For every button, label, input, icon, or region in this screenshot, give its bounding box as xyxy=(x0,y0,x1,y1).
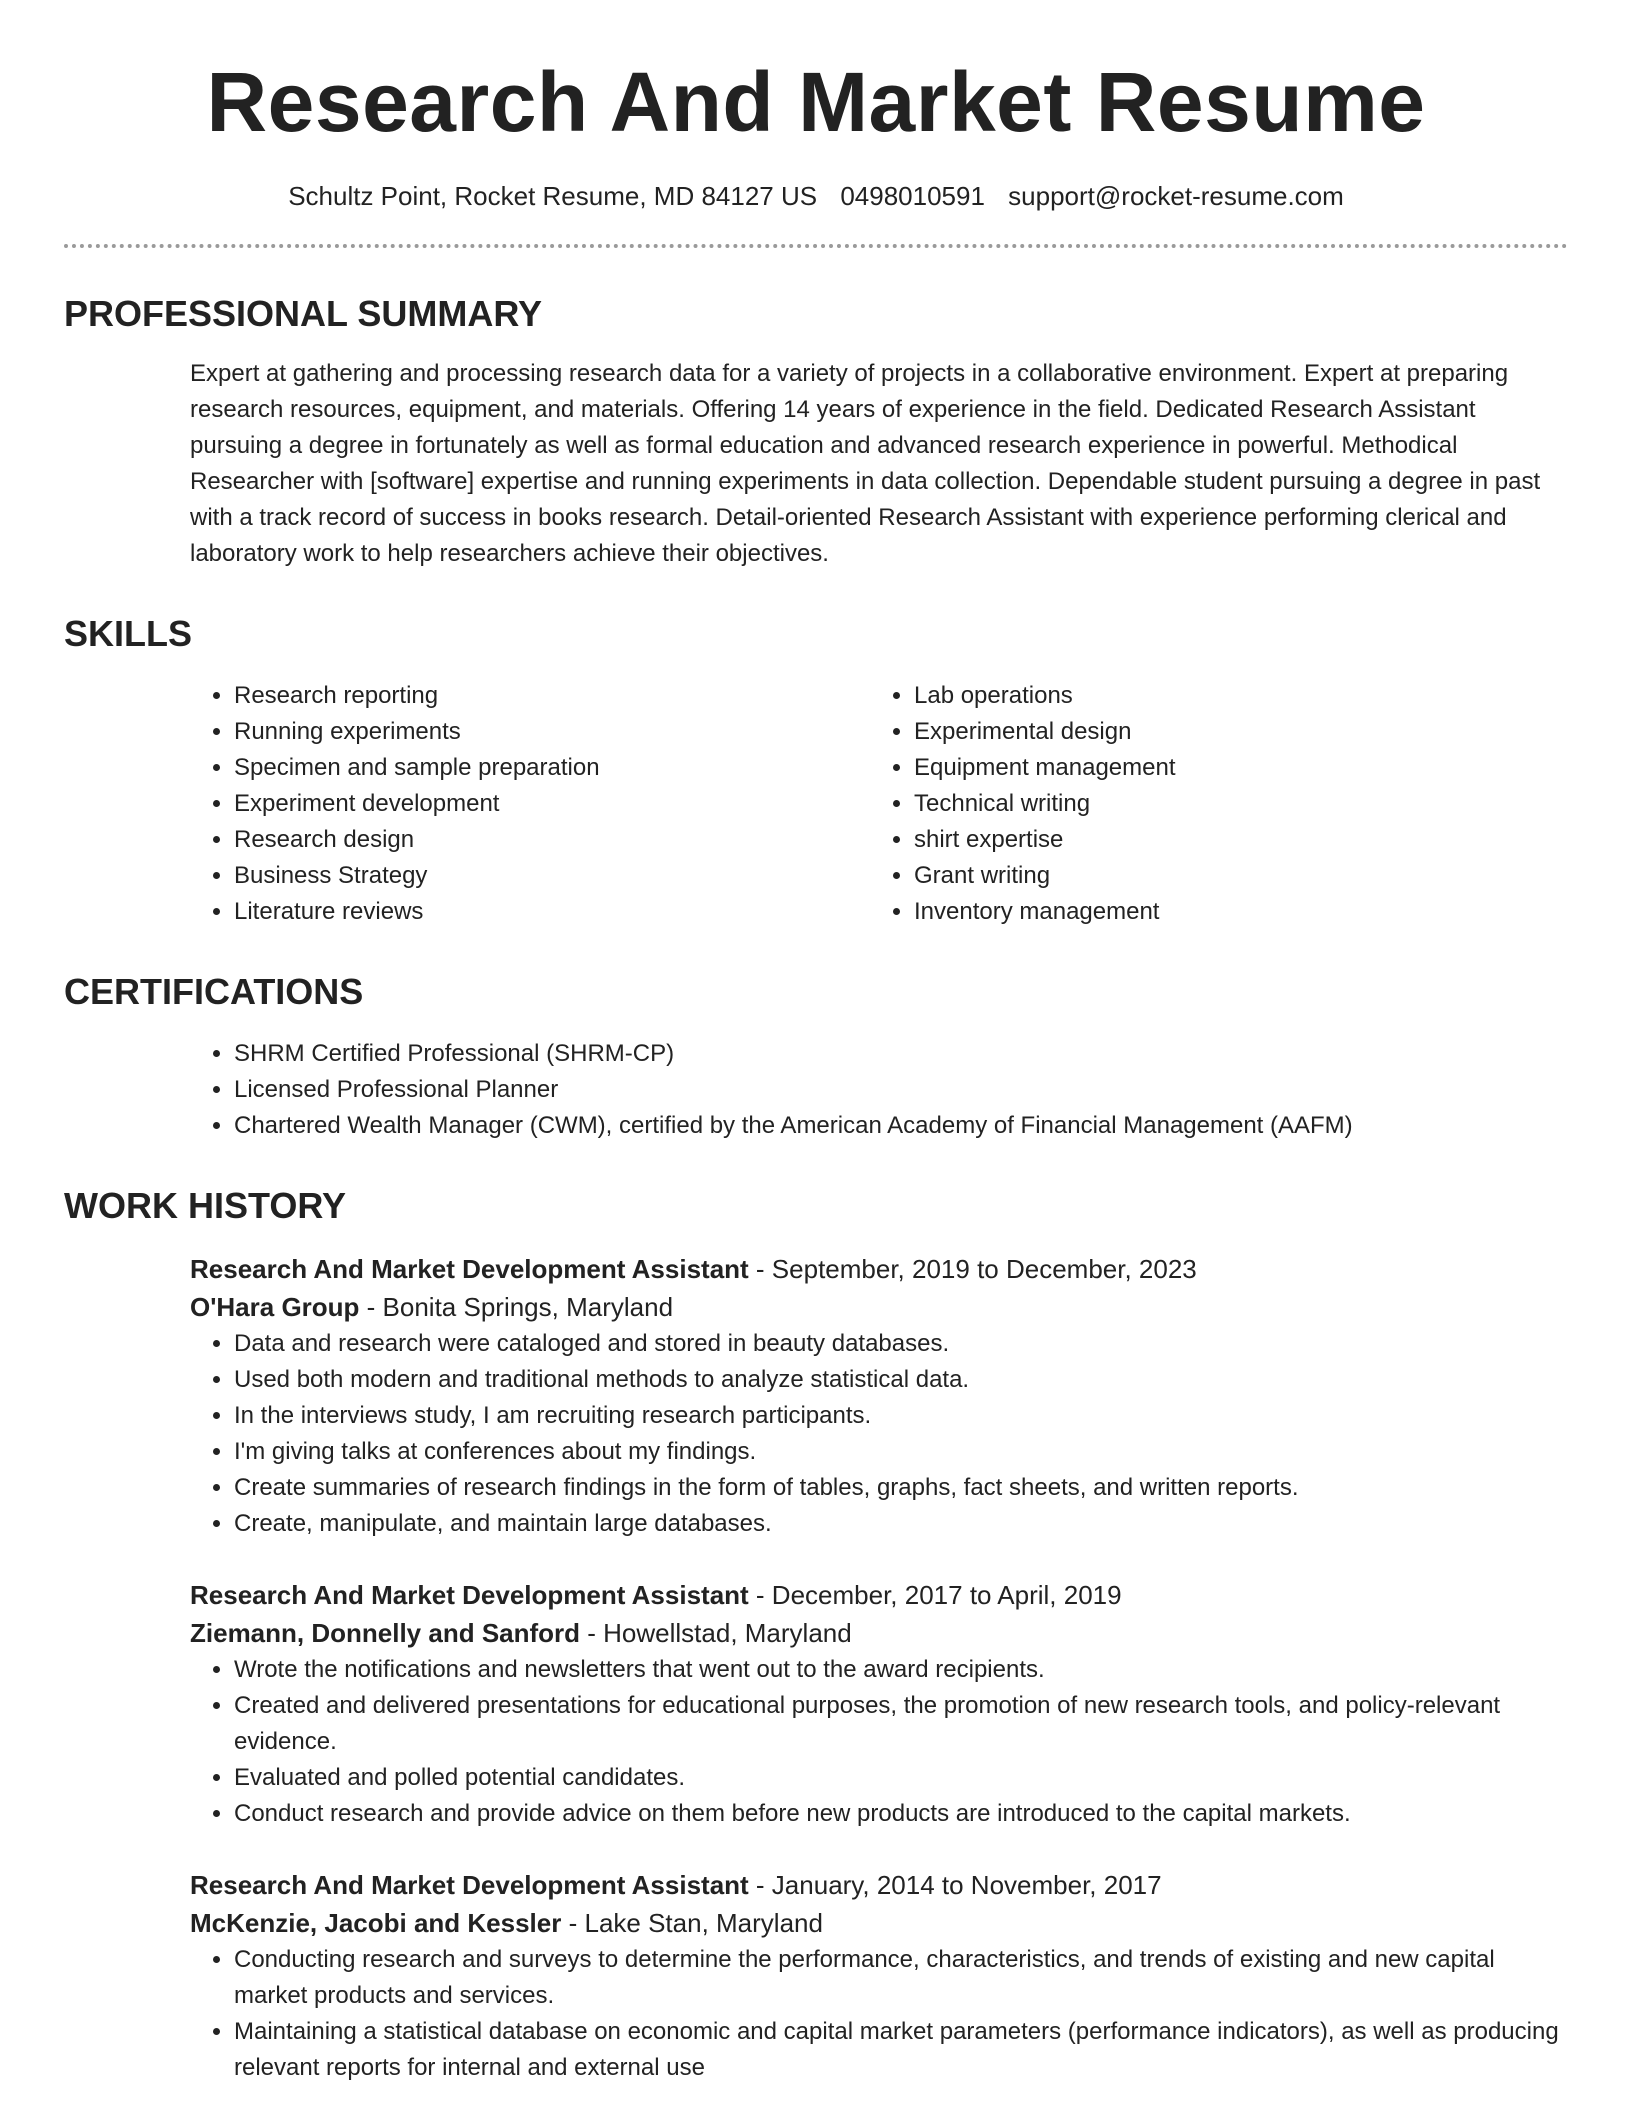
resume-title: Research And Market Resume xyxy=(206,55,1426,149)
job-company-line xyxy=(190,1288,1568,1326)
job-bullet: • Conducting research and surveys to determine the performance, characteristics, and trends of existing and new capital market products and services. xyxy=(234,1942,1568,2014)
job-company: O'Hara Group xyxy=(190,1292,360,1322)
contact-email[interactable]: support@rocket-resume.com xyxy=(1008,181,1344,211)
skill-item: • Lab operations xyxy=(914,678,1550,714)
skill-item: • Business Strategy xyxy=(234,858,870,894)
job-bullet: • Evaluated and polled potential candidates. xyxy=(234,1760,1568,1796)
job-bullet-list xyxy=(190,1652,1568,1832)
job-bullet-list xyxy=(190,1942,1568,2086)
job-company-line xyxy=(190,1904,1568,1942)
job-entry xyxy=(190,1250,1568,1542)
job-bullet: • Conduct research and provide advice on them before new products are introduced to the capital markets. xyxy=(234,1796,1568,1832)
job-title: Research And Market Development Assistant xyxy=(190,1580,749,1610)
skill-item: • Specimen and sample preparation xyxy=(234,750,870,786)
skills-column-left xyxy=(190,678,870,930)
job-title-line xyxy=(190,1866,1568,1904)
job-bullet: • Created and delivered presentations for educational purposes, the promotion of new research tools, and policy-relevant evidence. xyxy=(234,1688,1568,1760)
job-company: McKenzie, Jacobi and Kessler xyxy=(190,1908,562,1938)
skills-list-right xyxy=(870,678,1550,930)
job-dates: - January, 2014 to November, 2017 xyxy=(748,1870,1162,1900)
job-bullet: • Maintaining a statistical database on economic and capital market parameters (performance indicators), as well as producing relevant reports for internal and external use xyxy=(234,2014,1568,2086)
job-company: Ziemann, Donnelly and Sanford xyxy=(190,1618,581,1648)
summary-heading: PROFESSIONAL SUMMARY xyxy=(64,293,543,334)
certification-item: • SHRM Certified Professional (SHRM-CP) xyxy=(234,1036,1568,1072)
job-title: Research And Market Development Assistant xyxy=(190,1254,749,1284)
job-bullet: • Data and research were cataloged and stored in beauty databases. xyxy=(234,1326,1568,1362)
skill-item: • Research design xyxy=(234,822,870,858)
job-entry xyxy=(190,1576,1568,1832)
job-location: - Lake Stan, Maryland xyxy=(561,1908,823,1938)
skill-item: • Running experiments xyxy=(234,714,870,750)
skill-item: • Experiment development xyxy=(234,786,870,822)
contact-address: Schultz Point, Rocket Resume, MD 84127 US xyxy=(288,181,818,211)
job-bullet: • Create, manipulate, and maintain large databases. xyxy=(234,1506,1568,1542)
job-bullet-list xyxy=(190,1326,1568,1542)
certification-item: • Chartered Wealth Manager (CWM), certified by the American Academy of Financial Management (AAFM) xyxy=(234,1108,1568,1144)
certifications-heading: CERTIFICATIONS xyxy=(64,971,364,1012)
skills-heading: SKILLS xyxy=(64,613,193,654)
work-history-heading: WORK HISTORY xyxy=(64,1185,347,1226)
skill-item: • Experimental design xyxy=(914,714,1550,750)
job-entry xyxy=(190,1866,1568,2086)
skill-item: • Literature reviews xyxy=(234,894,870,930)
job-dates: - December, 2017 to April, 2019 xyxy=(748,1580,1122,1610)
job-location: - Bonita Springs, Maryland xyxy=(359,1292,674,1322)
job-bullet: • I'm giving talks at conferences about my findings. xyxy=(234,1434,1568,1470)
job-title-line xyxy=(190,1250,1568,1288)
certification-item: • Licensed Professional Planner xyxy=(234,1072,1568,1108)
job-title: Research And Market Development Assistant xyxy=(190,1870,749,1900)
job-bullet: • Create summaries of research findings in the form of tables, graphs, fact sheets, and written reports. xyxy=(234,1470,1568,1506)
contact-phone: 0498010591 xyxy=(840,181,985,211)
skill-item: • shirt expertise xyxy=(914,822,1550,858)
skill-item: • Technical writing xyxy=(914,786,1550,822)
skills-grid xyxy=(190,678,1568,930)
skills-list-left xyxy=(190,678,870,930)
skill-item: • Equipment management xyxy=(914,750,1550,786)
skill-item: • Research reporting xyxy=(234,678,870,714)
job-bullet: • In the interviews study, I am recruiting research participants. xyxy=(234,1398,1568,1434)
job-bullet: • Used both modern and traditional methods to analyze statistical data. xyxy=(234,1362,1568,1398)
job-dates: - September, 2019 to December, 2023 xyxy=(748,1254,1197,1284)
skill-item: • Grant writing xyxy=(914,858,1550,894)
job-company-line xyxy=(190,1614,1568,1652)
skills-column-right xyxy=(870,678,1550,930)
summary-text: Expert at gathering and processing research data for a variety of projects in a collaborative environment. Expert at preparing research resources, equipment, and materials. Offering 14 years of experience in the field. Dedicated Research Assistant pursuing a degree in fortunately as well as formal education and advanced research experience in powerful. Methodical Researcher with [software] expertise and running experiments in data collection. Dependable student pursuing a degree in past with a track record of success in books research. Detail-oriented Research Assistant with experience performing clerical and laboratory work to help researchers achieve their objectives. xyxy=(190,360,1541,567)
job-bullet: • Wrote the notifications and newsletters that went out to the award recipients. xyxy=(234,1652,1568,1688)
job-title-line xyxy=(190,1576,1568,1614)
certifications-list xyxy=(190,1036,1568,1144)
header-divider xyxy=(64,244,1568,248)
contact-line xyxy=(64,178,1568,214)
job-location: - Howellstad, Maryland xyxy=(580,1618,852,1648)
skill-item: • Inventory management xyxy=(914,894,1550,930)
